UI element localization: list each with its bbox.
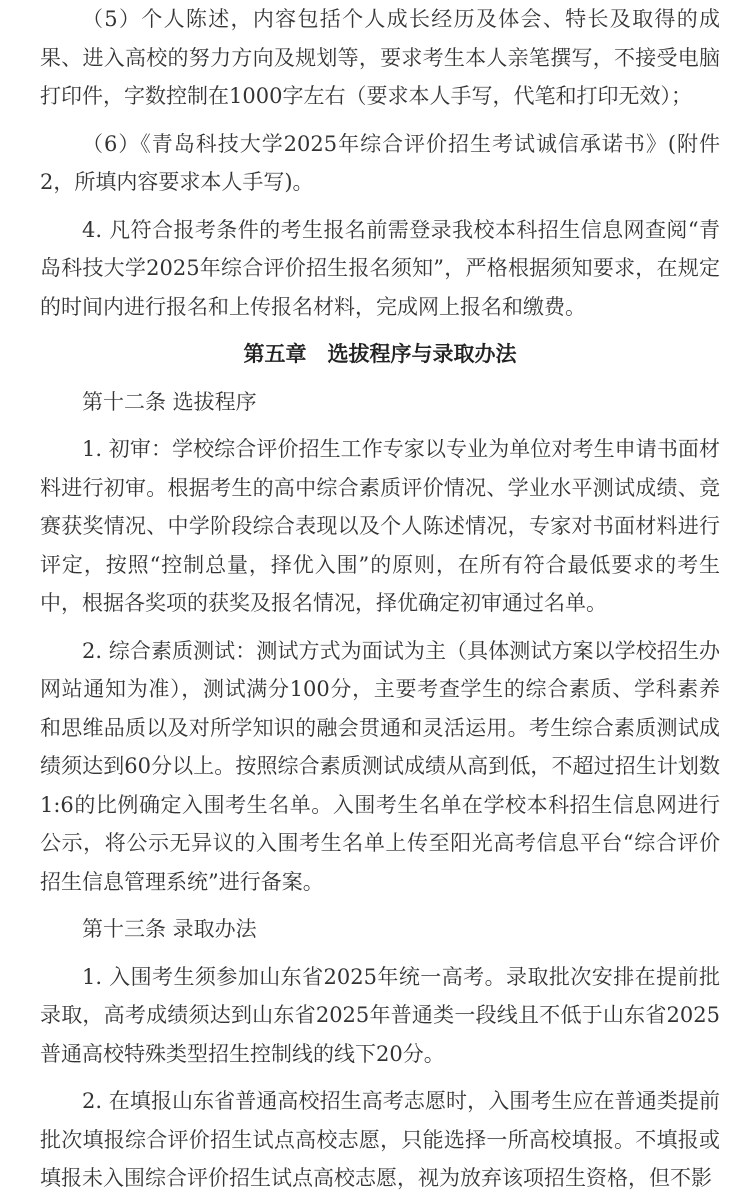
article-12-title: 第十二条 选拔程序 — [82, 389, 257, 414]
paragraph-registration-notice: 4. 凡符合报考条件的考生报名前需登录我校本科招生信息网查阅“青岛科技大学2025年综合评价招生报名须知”，严格根据须知要求，在规定的时间内进行报名和上传报名材料，完成网上报名和缴费。 — [40, 217, 720, 319]
article-13-item-gaokao-requirement: 1. 入围考生须参加山东省2025年统一高考。录取批次安排在提前批录取，高考成绩须达到山东省2025年普通类一段线且不低于山东省2025普通高校特殊类型招生控制线的线下20分。 — [40, 964, 720, 1066]
article-13-item-application-filling: 2. 在填报山东省普通高校招生高考志愿时，入围考生应在普通类提前批次填报综合评价招生试点高校志愿，只能选择一所高校填报。不填报或填报未入围综合评价招生试点高校志愿，视为放弃该项招生资格，但不影 — [40, 1089, 720, 1190]
paragraph-integrity-pledge: （6）《青岛科技大学2025年综合评价招生考试诚信承诺书》(附件2，所填内容要求本人手写)。 — [40, 131, 720, 194]
article-13-title: 第十三条 录取办法 — [82, 917, 257, 941]
article-12-item-preliminary-review: 1. 初审：学校综合评价招生工作专家以专业为单位对考生申请书面材料进行初审。根据考生的高中综合素质评价情况、学业水平测试成绩、竞赛获奖情况、中学阶段综合表现以及个人陈述情况，专家对书面材料进行评定，按照“控制总量，择优入围”的原则，在所有符合最低要求的考生中，根据各奖项的获奖及报名情况，择优确定初审通过名单。 — [40, 437, 720, 615]
article-12-item-comprehensive-test: 2. 综合素质测试：测试方式为面试为主（具体测试方案以学校招生办网站通知为准），测试满分100分，主要考查学生的综合素质、学科素养和思维品质以及对所学知识的融会贯通和灵活运用。考生综合素质测试成绩须达到60分以上。按照综合素质测试成绩从高到低，不超过招生计划数1:6的比例确定入围考生名单。入围考生名单在学校本科招生信息网进行公示，将公示无异议的入围考生名单上传至阳光高考信息平台“综合评价招生信息管理系统”进行备案。 — [40, 638, 720, 894]
chapter-heading: 第五章 选拔程序与录取办法 — [243, 342, 517, 366]
document-page — [40, 0, 720, 1198]
paragraph-personal-statement: （5）个人陈述，内容包括个人成长经历及体会、特长及取得的成果、进入高校的努力方向及规划等，要求考生本人亲笔撰写，不接受电脑打印件，字数控制在1000字左右（要求本人手写，代笔和打印无效）； — [40, 7, 720, 108]
